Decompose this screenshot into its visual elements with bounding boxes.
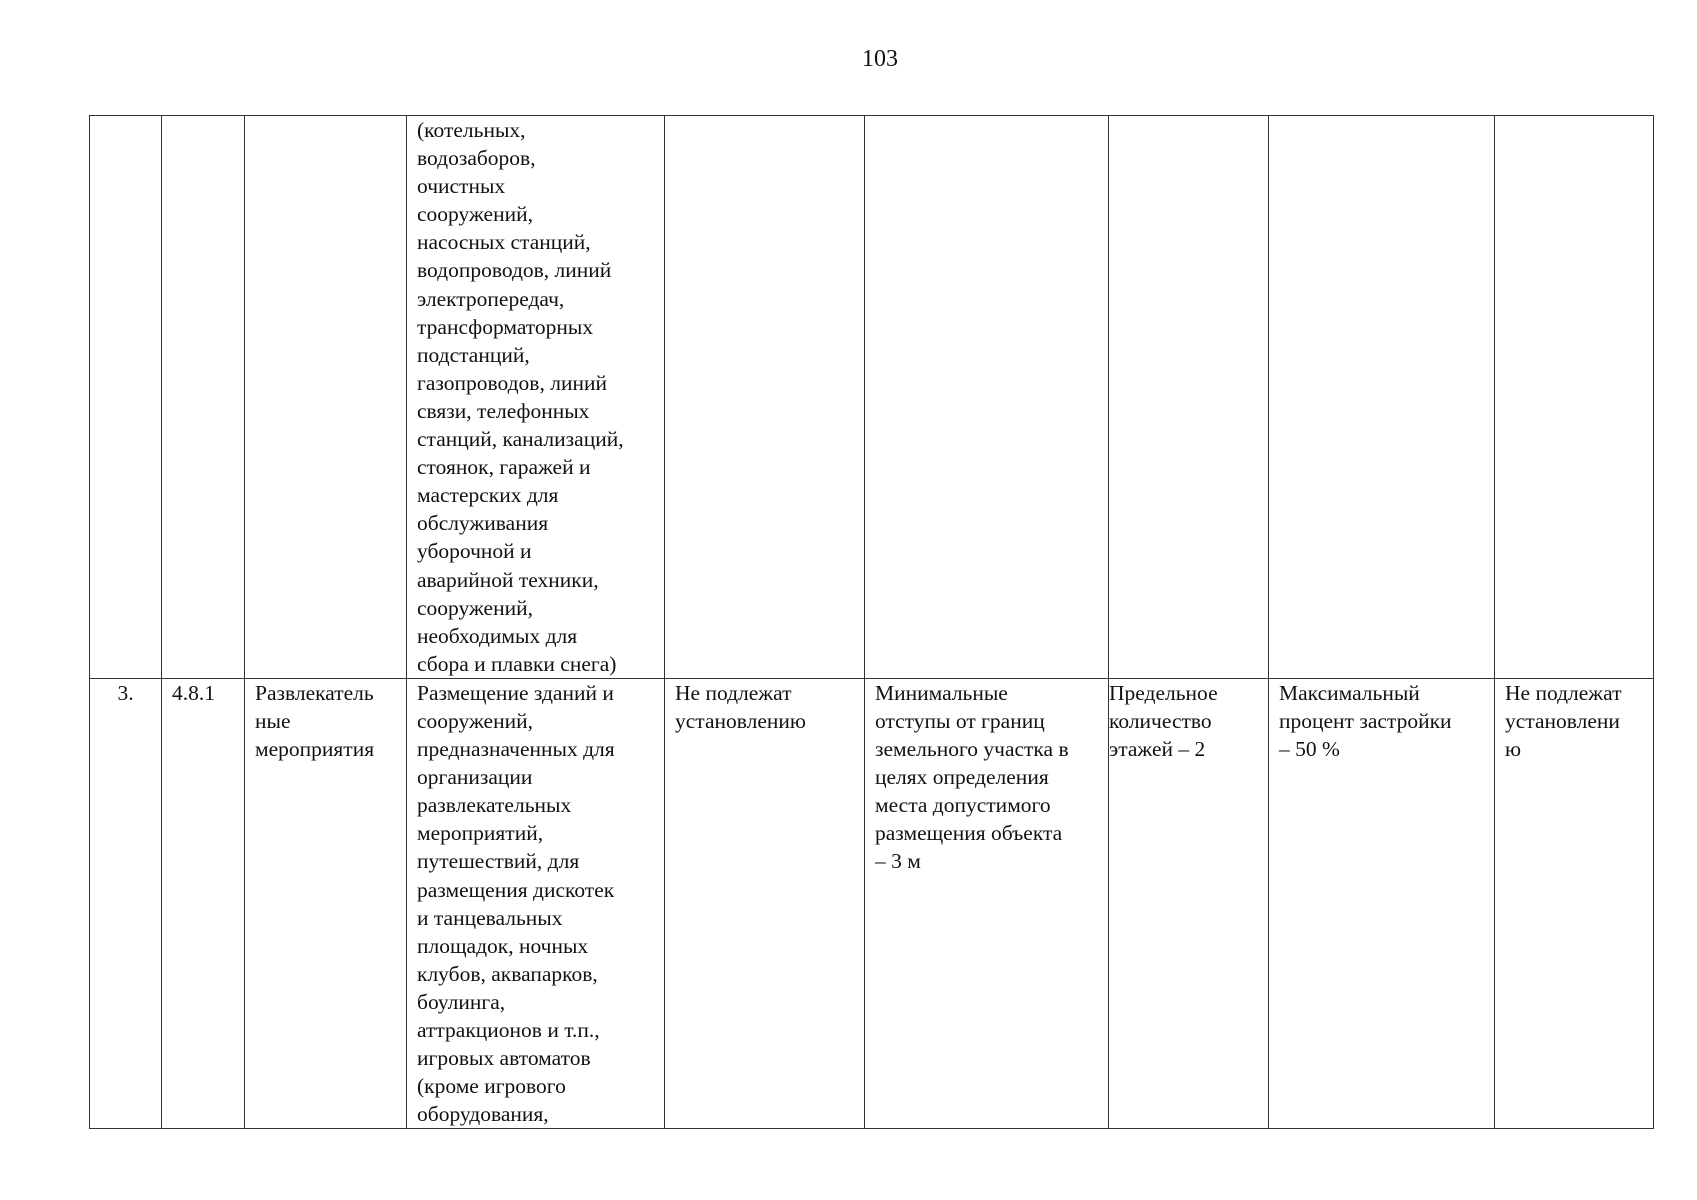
cell-setbacks: Минимальные отступы от границ земельного участка в целях определения места допустимого размещения объекта – 3 м [865, 678, 1109, 1129]
cell-floors [1109, 116, 1269, 679]
cell-floors: Предельное количество этажей – 2 [1109, 678, 1269, 1129]
cell-plot-size: Не подлежат установлению [665, 678, 865, 1129]
cell-other [1495, 116, 1654, 679]
table-row [90, 116, 1654, 679]
cell-setbacks [865, 116, 1109, 679]
cell-name: Развлекатель ные мероприятия [245, 678, 407, 1129]
cell-code: 4.8.1 [162, 678, 245, 1129]
cell-plot-size [665, 116, 865, 679]
regulations-table [89, 115, 1654, 1129]
cell-description: (котельных, водозаборов, очистных сооружений, насосных станций, водопроводов, линий электропередач, трансформаторных подстанций, газопроводов, линий связи, телефонных станций, канализаций, стоянок, гаражей и мастерских для обслуживания уборочной и аварийной техники, сооружений, необходимых для сбора и плавки снега) [407, 116, 665, 679]
cell-other: Не подлежат установлени ю [1495, 678, 1654, 1129]
page-number: 103 [862, 46, 898, 72]
cell-number: 3. [90, 678, 162, 1129]
cell-number [90, 116, 162, 679]
cell-code [162, 116, 245, 679]
cell-build-percent: Максимальный процент застройки – 50 % [1269, 678, 1495, 1129]
table-row [90, 678, 1654, 1129]
cell-description: Размещение зданий и сооружений, предназначенных для организации развлекательных мероприятий, путешествий, для размещения дискотек и танцевальных площадок, ночных клубов, аквапарков, боулинга, аттракционов и т.п., игровых автоматов (кроме игрового оборудования, [407, 678, 665, 1129]
cell-name [245, 116, 407, 679]
cell-build-percent [1269, 116, 1495, 679]
